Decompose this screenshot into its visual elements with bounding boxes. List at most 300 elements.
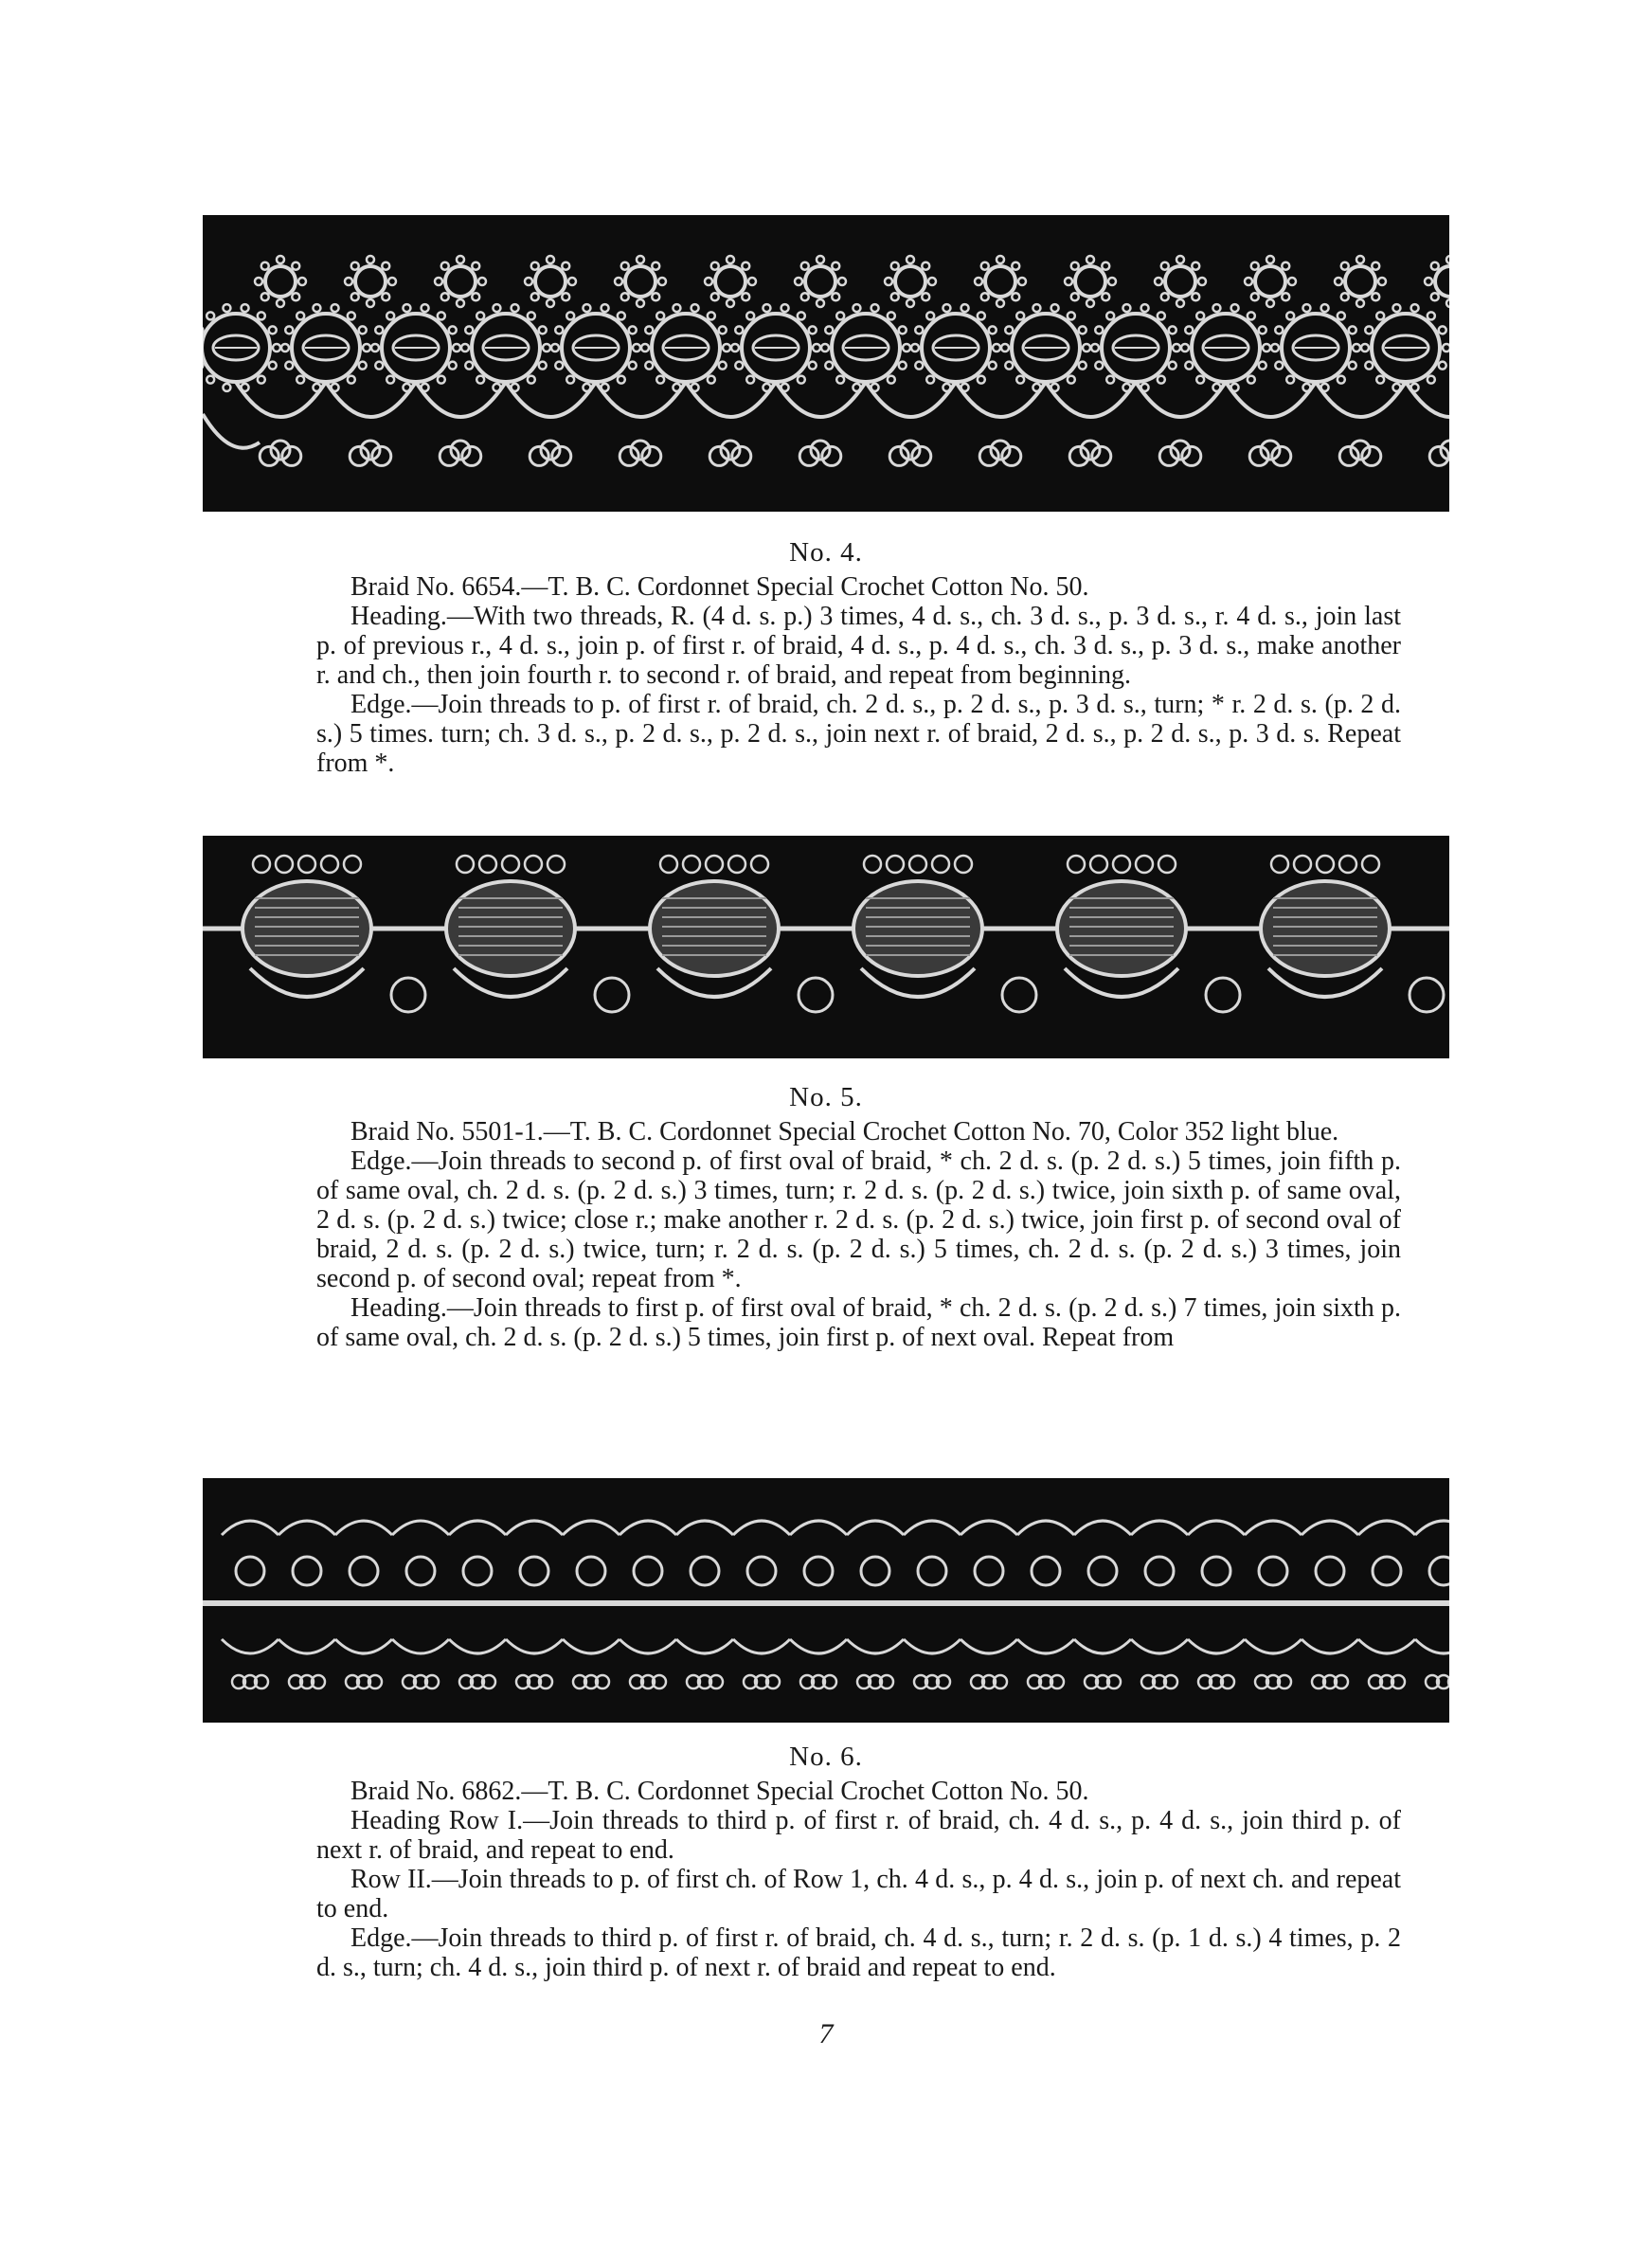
pattern-instructions-5 — [316, 1117, 1401, 1352]
heading-chain — [733, 1521, 790, 1535]
heading-picot — [1362, 856, 1379, 873]
braid-ring-picot — [1259, 362, 1266, 370]
heading-ring-picot — [711, 262, 719, 270]
heading-ring-ring — [1255, 266, 1285, 297]
braid-ring-picot — [1185, 326, 1193, 334]
clover-leaf — [1272, 446, 1291, 465]
heading-ring-picot — [885, 278, 892, 285]
braid-ring-picot — [386, 376, 394, 384]
heading-ring-picot — [261, 262, 269, 270]
heading-ring-picot — [351, 262, 359, 270]
braid-ring-picot — [1286, 312, 1294, 319]
braid-ring-picot — [223, 384, 230, 391]
heading-ring-picot — [1192, 293, 1199, 300]
heading-ring-picot — [547, 299, 554, 307]
heading-chain — [335, 1521, 392, 1535]
braid-ring — [463, 1557, 492, 1585]
edge-ring — [1206, 978, 1240, 1012]
clover-leaf — [440, 446, 458, 465]
braid-ring-picot — [1439, 362, 1446, 370]
heading-ring-picot — [838, 278, 846, 285]
heading-chain — [1074, 1521, 1131, 1535]
braid-ring-picot — [899, 326, 907, 334]
heading-ring-picot — [1378, 278, 1386, 285]
edge-chain — [392, 1639, 449, 1653]
braid-oval — [853, 881, 982, 976]
braid-ring-picot — [1106, 376, 1114, 384]
clover-leaf — [1081, 441, 1100, 460]
heading-chain — [278, 1521, 335, 1535]
heading-picot — [660, 856, 677, 873]
heading-ring-picot — [435, 278, 442, 285]
heading-instructions: Heading.—With two threads, R. (4 d. s. p.) 3 times, 4 d. s., ch. 3 d. s., p. 3 d. s., r. 4 d. s., join last p. of previous r., 4 d. s., join p. of first r. of braid, 4 d. s., p. 4 d. s., ch. 3 d. s., p. 3 d. s., make another r. and ch., then join fourth r. to second r. of braid, and repeat from beginning. — [316, 602, 1401, 690]
braid-ring-picot — [476, 312, 484, 319]
braid-oval — [1057, 881, 1186, 976]
heading-ring-picot — [658, 278, 666, 285]
braid-ring-picot — [719, 362, 727, 370]
braid-ring-picot — [1196, 376, 1204, 384]
heading-picot — [1339, 856, 1356, 873]
clover-leaf — [1339, 446, 1358, 465]
braid-ring — [1145, 1557, 1174, 1585]
braid-ring-picot — [348, 312, 355, 319]
clover-leaf — [541, 441, 560, 460]
heading-ring-picot — [1012, 293, 1019, 300]
braid-ring-picot — [735, 326, 743, 334]
braid-ring-picot — [1122, 384, 1130, 391]
heading-chain — [222, 1521, 278, 1535]
clover-leaf — [530, 446, 548, 465]
heading-ring-picot — [1266, 256, 1274, 263]
braid-ring-picot — [583, 384, 590, 391]
heading-ring-ring — [1345, 266, 1375, 297]
heading-picot — [1317, 856, 1334, 873]
heading-chain — [847, 1521, 904, 1535]
braid-ring-picot — [422, 304, 429, 312]
edge-chain — [1017, 1639, 1074, 1653]
braid-ring-picot — [618, 312, 625, 319]
braid-ring-picot — [1428, 312, 1435, 319]
clover-leaf — [732, 446, 751, 465]
braid-ring-picot — [926, 312, 934, 319]
braid-ring-picot — [269, 362, 277, 370]
heading-ring-picot — [748, 278, 756, 285]
braid-ring-picot — [673, 304, 680, 312]
braid-ring — [1259, 1557, 1287, 1585]
braid-ring-picot — [206, 312, 214, 319]
edge-chain — [790, 1639, 847, 1653]
heading-ring-picot — [1086, 256, 1094, 263]
braid-ring-picot — [1212, 384, 1220, 391]
braid-ring-picot — [735, 362, 743, 370]
heading-ring-picot — [652, 293, 659, 300]
clover-leaf — [1092, 446, 1111, 465]
braid-ring-picot — [1158, 376, 1165, 384]
braid-ring-picot — [961, 304, 969, 312]
braid-ring-picot — [566, 376, 574, 384]
edge-chain — [335, 1639, 392, 1653]
braid-ring-picot — [363, 344, 370, 352]
braid-ring — [293, 1557, 321, 1585]
braid-ring-picot — [1095, 362, 1103, 370]
heading-ring-picot — [1102, 262, 1109, 270]
braid-ring-picot — [656, 376, 664, 384]
edge-ring — [1410, 978, 1444, 1012]
heading-picot — [751, 856, 768, 873]
braid-ring-picot — [746, 376, 754, 384]
heading-ring-ring — [805, 266, 835, 297]
braid-ring-picot — [1248, 376, 1255, 384]
clover-leaf — [271, 441, 290, 460]
braid-ring-picot — [1361, 344, 1369, 352]
heading-ring-picot — [1018, 278, 1026, 285]
braid-ring-picot — [371, 344, 379, 352]
edge-chain — [563, 1639, 620, 1653]
heading-ring-picot — [711, 293, 719, 300]
heading-ring-ring — [985, 266, 1015, 297]
heading-ring-picot — [922, 293, 929, 300]
lace-photo-no-6 — [203, 1478, 1449, 1723]
braid-ring-picot — [1068, 312, 1075, 319]
braid-ring-picot — [723, 344, 730, 352]
braid-ring-picot — [551, 344, 559, 352]
edge-chain — [222, 1639, 278, 1653]
clover-leaf — [1171, 441, 1190, 460]
heading-ring-picot — [277, 256, 284, 263]
braid-ring-picot — [512, 304, 519, 312]
heading-chain — [1358, 1521, 1415, 1535]
heading-ring-ring — [355, 266, 386, 297]
braid-ring-picot — [989, 326, 997, 334]
heading-ring-picot — [531, 293, 539, 300]
clover-leaf — [1002, 446, 1021, 465]
braid-ring-picot — [1079, 326, 1086, 334]
heading-picot — [525, 856, 542, 873]
braid-ring-picot — [1338, 376, 1345, 384]
heading-chain — [1188, 1521, 1245, 1535]
clover-leaf — [709, 446, 728, 465]
clover-leaf — [462, 446, 481, 465]
pattern-number-5: No. 5. — [789, 1082, 863, 1112]
heading-chain — [1302, 1521, 1358, 1535]
heading-ring-picot — [832, 293, 839, 300]
heading-picot — [321, 856, 338, 873]
braid-ring-picot — [1338, 312, 1345, 319]
heading-picot — [1090, 856, 1107, 873]
heading-ring-picot — [928, 278, 936, 285]
braid-ring-picot — [943, 384, 950, 391]
heading-ring-picot — [562, 293, 569, 300]
heading-ring-picot — [1161, 293, 1169, 300]
heading-ring-picot — [1372, 293, 1379, 300]
braid-ring-picot — [566, 312, 574, 319]
braid-ring-picot — [1376, 312, 1384, 319]
braid-ring-picot — [1095, 326, 1103, 334]
clover-leaf — [912, 446, 931, 465]
braid-ring — [1373, 1557, 1401, 1585]
braid-ring-picot — [493, 304, 500, 312]
heading-ring-picot — [478, 278, 486, 285]
heading-picot — [457, 856, 474, 873]
heading-picot — [955, 856, 972, 873]
heading-ring-picot — [1155, 278, 1162, 285]
heading-ring-picot — [531, 262, 539, 270]
braid-ring — [1202, 1557, 1230, 1585]
heading-ring-picot — [907, 299, 914, 307]
heading-ring-picot — [1431, 262, 1439, 270]
braid-ring-picot — [223, 304, 230, 312]
braid-ring-picot — [453, 344, 460, 352]
heading-ring-picot — [1071, 293, 1079, 300]
braid-ring-picot — [539, 362, 547, 370]
edge-instructions: Edge.—Join threads to p. of first r. of braid, ch. 2 d. s., p. 2 d. s., p. 3 d. s., turn; * r. 2 d. s. (p. 2 d. s.) 5 times. turn; ch. 3 d. s., p. 2 d. s., p. 2 d. s., join next r. of braid, 2 d. s., p. 2 d. s., p. 3 d. s. Repeat from *. — [316, 690, 1401, 778]
heading-ring-picot — [1245, 278, 1252, 285]
heading-ring-picot — [817, 299, 824, 307]
braid-ring-picot — [915, 362, 923, 370]
heading-ring-picot — [292, 293, 299, 300]
edge-instructions: Edge.—Join threads to third p. of first r. of braid, ch. 4 d. s., turn; r. 2 d. s. (p. 1 d. s.) 4 times, p. 2 d. s., turn; ch. 4 d. s., join third p. of next r. of braid and repeat to end. — [316, 1923, 1401, 1982]
heading-picot — [276, 856, 293, 873]
heading-ring-picot — [1102, 293, 1109, 300]
clover-leaf — [1069, 446, 1088, 465]
braid-ring-picot — [528, 312, 535, 319]
braid-ring-picot — [1032, 384, 1040, 391]
braid-ring-picot — [1083, 344, 1090, 352]
heading-ring-picot — [1176, 299, 1184, 307]
braid-ring-picot — [1016, 376, 1024, 384]
braid-ring-picot — [375, 326, 383, 334]
braid-ring-picot — [1321, 304, 1329, 312]
heading-picot — [1068, 856, 1085, 873]
heading-chain — [1415, 1521, 1449, 1535]
braid-ring-picot — [763, 384, 770, 391]
braid-ring-picot — [543, 344, 550, 352]
heading-picot — [253, 856, 270, 873]
braid-ring-picot — [403, 384, 410, 391]
braid-ring — [236, 1557, 264, 1585]
heading-chain — [1245, 1521, 1302, 1535]
braid-ring — [577, 1557, 605, 1585]
braid-ring-picot — [1349, 362, 1356, 370]
braid-ring-picot — [403, 304, 410, 312]
braid-ring — [861, 1557, 889, 1585]
braid-ring-picot — [1271, 344, 1279, 352]
pattern-instructions-6 — [316, 1777, 1401, 1982]
braid-ring-picot — [629, 362, 637, 370]
braid-ring-picot — [888, 376, 895, 384]
clover-leaf — [1261, 441, 1280, 460]
heading-chain — [790, 1521, 847, 1535]
pattern-number-6: No. 6. — [789, 1742, 863, 1772]
heading-ring-picot — [981, 293, 989, 300]
braid-ring — [1316, 1557, 1344, 1585]
heading-chain — [676, 1521, 733, 1535]
heading-ring-picot — [351, 293, 359, 300]
braid-ring-picot — [1005, 326, 1013, 334]
heading-ring-picot — [441, 293, 449, 300]
heading-picot — [932, 856, 949, 873]
braid-ring-picot — [1353, 344, 1360, 352]
heading-ring-picot — [997, 256, 1004, 263]
braid-illustration-6 — [203, 1478, 1449, 1723]
braid-ring-picot — [1141, 304, 1149, 312]
braid-ring-picot — [1212, 304, 1220, 312]
pattern-number-4: No. 4. — [789, 537, 863, 568]
edge-chain — [1415, 1639, 1449, 1653]
heading-ring-picot — [817, 256, 824, 263]
edge-ring — [595, 978, 629, 1012]
braid-ring-picot — [871, 304, 879, 312]
braid-ring — [1032, 1557, 1060, 1585]
heading-picot — [1271, 856, 1288, 873]
braid-ring-picot — [476, 376, 484, 384]
clover-leaf — [979, 446, 998, 465]
heading-chain — [1131, 1521, 1188, 1535]
braid-ring-picot — [943, 304, 950, 312]
heading-instructions: Heading.—Join threads to first p. of first oval of braid, * ch. 2 d. s. (p. 2 d. s.) 7 times, join sixth p. of same oval, ch. 2 d. s. (p. 2 d. s.) 5 times, join first p. of next oval. Repeat from — [316, 1293, 1401, 1352]
braid-ring-picot — [629, 326, 637, 334]
braid-ring-picot — [1392, 304, 1400, 312]
heading-ring-picot — [1161, 262, 1169, 270]
clover-leaf — [350, 446, 368, 465]
heading-ring-picot — [1372, 262, 1379, 270]
braid-illustration-4 — [203, 215, 1449, 512]
clover-leaf — [1182, 446, 1201, 465]
heading-row-2-instructions: Row II.—Join threads to p. of first ch. of Row 1, ch. 4 d. s., p. 4 d. s., join p. of next ch. and repeat to end. — [316, 1865, 1401, 1923]
braid-ring-picot — [313, 304, 320, 312]
heading-ring-picot — [1335, 278, 1342, 285]
clover-leaf — [372, 446, 391, 465]
clover-leaf — [260, 446, 278, 465]
braid-ring — [918, 1557, 946, 1585]
braid-ring-picot — [1169, 362, 1176, 370]
heading-ring-ring — [1075, 266, 1105, 297]
braid-ring-picot — [719, 326, 727, 334]
braid-ring-picot — [691, 304, 699, 312]
braid-ring-picot — [359, 362, 367, 370]
edge-arch — [1406, 382, 1449, 417]
braid-ring-picot — [746, 312, 754, 319]
heading-chain — [961, 1521, 1017, 1535]
braid-ring-picot — [915, 326, 923, 334]
braid-ring-picot — [206, 376, 214, 384]
heading-ring-picot — [705, 278, 712, 285]
braid-ring-picot — [1248, 312, 1255, 319]
braid-ring-picot — [1016, 312, 1024, 319]
braid-ring-picot — [645, 362, 653, 370]
braid-ring-picot — [1051, 304, 1059, 312]
heading-chain — [620, 1521, 676, 1535]
braid-ring-picot — [269, 326, 277, 334]
edge-chain — [278, 1639, 335, 1653]
heading-ring-picot — [742, 262, 749, 270]
heading-ring-picot — [292, 262, 299, 270]
clover-leaf — [451, 441, 470, 460]
heading-ring-ring — [265, 266, 296, 297]
heading-chain — [392, 1521, 449, 1535]
braid-ring-picot — [1001, 344, 1009, 352]
braid-ring-picot — [1302, 304, 1310, 312]
heading-ring-picot — [637, 299, 644, 307]
heading-ring-picot — [1431, 293, 1439, 300]
heading-ring-picot — [1356, 256, 1364, 263]
braid-ring-picot — [528, 376, 535, 384]
braid-ring — [747, 1557, 776, 1585]
heading-ring-picot — [727, 256, 734, 263]
heading-ring-picot — [472, 293, 479, 300]
heading-ring-picot — [891, 293, 899, 300]
heading-ring-picot — [441, 262, 449, 270]
heading-picot — [502, 856, 519, 873]
braid-ring-picot — [386, 312, 394, 319]
braid-ring-picot — [539, 326, 547, 334]
braid-oval — [446, 881, 575, 976]
braid-ring-picot — [281, 344, 289, 352]
braid-ring-picot — [1032, 304, 1040, 312]
heading-picot — [479, 856, 496, 873]
braid-ring-picot — [708, 376, 715, 384]
heading-picot — [1136, 856, 1153, 873]
braid-ring-picot — [1365, 362, 1373, 370]
braid-ring-picot — [903, 344, 910, 352]
heading-ring-picot — [345, 278, 352, 285]
heading-ring-picot — [1425, 278, 1432, 285]
braid-ring-picot — [809, 362, 817, 370]
edge-ring — [391, 978, 425, 1012]
braid-ring-picot — [978, 312, 985, 319]
braid-ring-picot — [1259, 326, 1266, 334]
heading-ring-picot — [562, 262, 569, 270]
braid-ring-picot — [798, 376, 805, 384]
clover-leaf — [631, 441, 650, 460]
braid-ring-picot — [1169, 326, 1176, 334]
clover-leaf — [1249, 446, 1268, 465]
heading-ring-picot — [621, 293, 629, 300]
heading-ring-picot — [1341, 262, 1349, 270]
heading-picot — [298, 856, 315, 873]
heading-ring-ring — [1165, 266, 1195, 297]
heading-ring-ring — [715, 266, 745, 297]
clover-leaf — [361, 441, 380, 460]
materials-line: Braid No. 6654.—T. B. C. Cordonnet Special Crochet Cotton No. 50. — [350, 572, 1089, 602]
heading-chain — [506, 1521, 563, 1535]
braid-ring-picot — [1302, 384, 1310, 391]
heading-ring-picot — [547, 256, 554, 263]
heading-ring-picot — [1251, 293, 1259, 300]
edge-chain — [1131, 1639, 1188, 1653]
heading-chain — [563, 1521, 620, 1535]
heading-ring-picot — [1192, 262, 1199, 270]
braid-ring-picot — [641, 344, 649, 352]
heading-ring-picot — [907, 256, 914, 263]
clover-leaf — [901, 441, 920, 460]
heading-ring-picot — [975, 278, 982, 285]
braid-ring — [406, 1557, 435, 1585]
braid-oval — [1261, 881, 1390, 976]
heading-ring-ring — [445, 266, 476, 297]
braid-ring-picot — [348, 376, 355, 384]
heading-ring-picot — [637, 256, 644, 263]
heading-ring-picot — [261, 293, 269, 300]
page-number: 7 — [818, 2018, 834, 2049]
braid-ring-picot — [656, 312, 664, 319]
braid-ring-picot — [1158, 312, 1165, 319]
braid-ring — [1088, 1557, 1117, 1585]
heading-ring-picot — [742, 293, 749, 300]
braid-ring-picot — [285, 362, 293, 370]
braid-ring-picot — [836, 312, 844, 319]
heading-ring-ring — [895, 266, 925, 297]
